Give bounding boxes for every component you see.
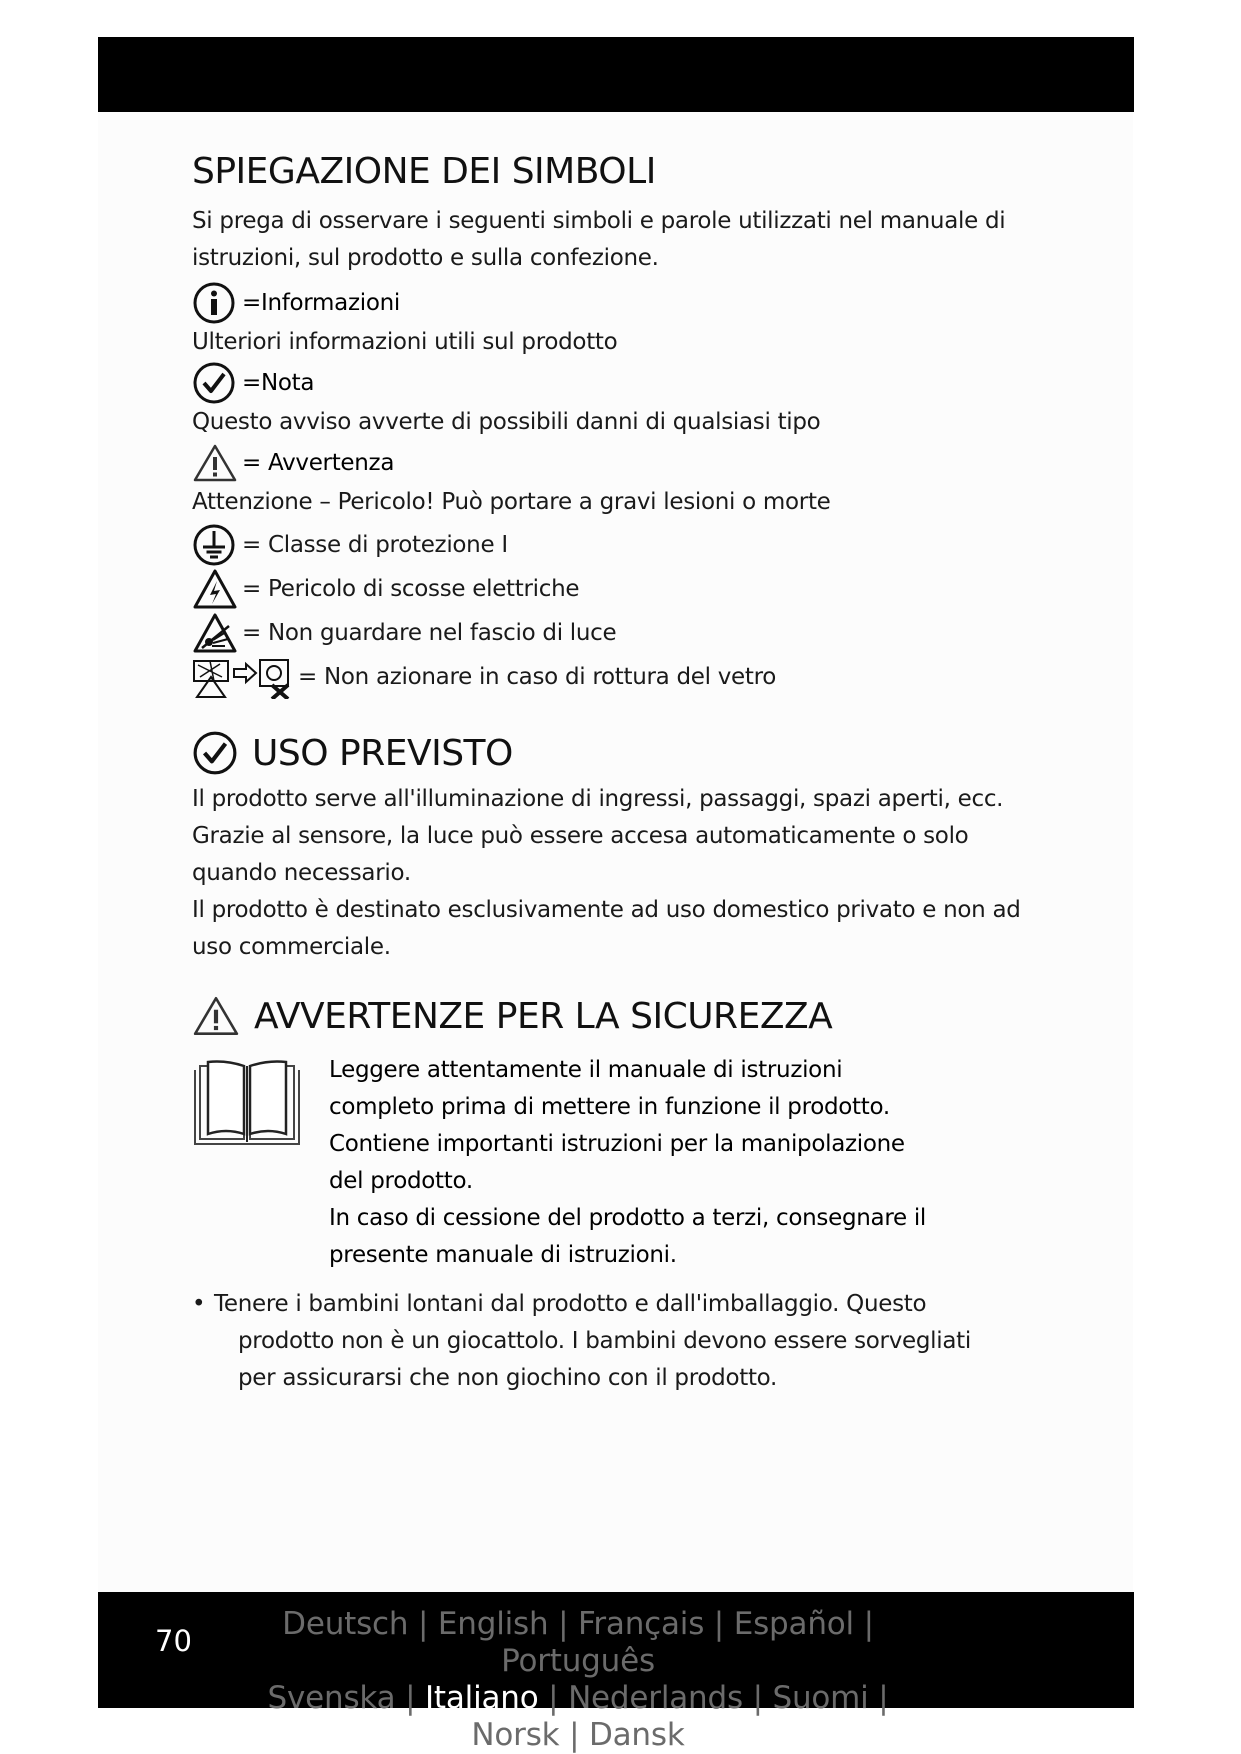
symbols-heading: SPIEGAZIONE DEI SIMBOLI <box>192 151 656 192</box>
symbols-intro: Si prega di osservare i seguenti simboli e parole utilizzati nel manuale di istruzioni, sul prodotto e sulla confezione. <box>192 208 1006 272</box>
safety-header <box>192 988 1072 1044</box>
intended-use-p2: Il prodotto è destinato esclusivamente ad uso domestico privato e non ad uso commerciale. <box>192 897 1021 961</box>
read-manual-block <box>192 1052 1072 1274</box>
bullet-dot: • <box>192 1291 206 1318</box>
electric-shock-icon <box>192 567 238 611</box>
book-icon <box>192 1052 329 1274</box>
bullet-text-rest: prodotto non è un giocattolo. I bambini devono essere sorvegliati per assicurarsi che non giochino con il prodotto. <box>238 1328 971 1392</box>
info-description: Ulteriori informazioni utili sul prodotto <box>192 329 618 356</box>
symbol-class1-row <box>192 523 1072 567</box>
languages-row-2-after: | Nederlands | Suomi | Norsk | Dansk <box>471 1680 889 1753</box>
note-label: =Nota <box>242 370 315 397</box>
no-look-beam-icon <box>192 611 238 655</box>
languages-row-1: Deutsch | English | Français | Español | Português <box>282 1606 874 1679</box>
read-manual-p1: Leggere attentamente il manuale di istruzioni completo prima di mettere in funzione il prodotto. Contiene importanti istruzioni per la manipolazione del prodotto. <box>329 1057 905 1195</box>
checkmark-circle-icon <box>192 730 238 776</box>
header-bar <box>98 37 1134 112</box>
language-selector <box>228 1606 928 1754</box>
symbol-shock-row <box>192 567 1072 611</box>
warning-label: = Avvertenza <box>242 450 395 477</box>
language-active: Italiano <box>424 1680 539 1716</box>
symbol-info-row <box>192 281 1072 325</box>
languages-row-2-before: Svenska | <box>267 1680 425 1716</box>
symbol-beam-row <box>192 611 1072 655</box>
footer-bar <box>98 1592 1134 1753</box>
note-description: Questo avviso avverte di possibili danni di qualsiasi tipo <box>192 409 821 436</box>
intended-use-heading: USO PREVISTO <box>252 732 513 774</box>
shock-label: = Pericolo di scosse elettriche <box>242 576 580 603</box>
class1-label: = Classe di protezione I <box>242 532 508 559</box>
read-manual-text <box>329 1052 1029 1274</box>
bullet-text-line1: Tenere i bambini lontani dal prodotto e dall'imballaggio. Questo <box>214 1291 927 1318</box>
intended-use-header <box>192 725 1072 781</box>
intended-use-p1: Il prodotto serve all'illuminazione di ingressi, passaggi, spazi aperti, ecc. Grazie al sensore, la luce può essere accesa automaticamente o solo quando necessario. <box>192 786 1004 887</box>
ground-protection-icon <box>192 523 238 567</box>
warning-triangle-icon <box>192 441 238 485</box>
info-icon <box>192 281 238 325</box>
safety-heading: AVVERTENZE PER LA SICUREZZA <box>254 995 833 1037</box>
glass-label: = Non azionare in caso di rottura del vetro <box>298 664 776 691</box>
info-label: =Informazioni <box>242 290 400 317</box>
page-content <box>192 150 1072 1397</box>
broken-glass-icon <box>192 655 294 699</box>
beam-label: = Non guardare nel fascio di luce <box>242 620 617 647</box>
symbol-warning-row <box>192 441 1072 485</box>
symbol-note-row <box>192 361 1072 405</box>
checkmark-circle-icon <box>192 361 238 405</box>
symbol-glass-row <box>192 655 1072 699</box>
list-item <box>192 1286 1072 1397</box>
languages-row-2 <box>228 1680 928 1754</box>
page-number: 70 <box>155 1624 192 1658</box>
warning-triangle-icon <box>192 995 240 1037</box>
read-manual-p2: In caso di cessione del prodotto a terzi, consegnare il presente manuale di istruzioni. <box>329 1205 927 1269</box>
warning-description: Attenzione – Pericolo! Può portare a gravi lesioni o morte <box>192 489 831 516</box>
